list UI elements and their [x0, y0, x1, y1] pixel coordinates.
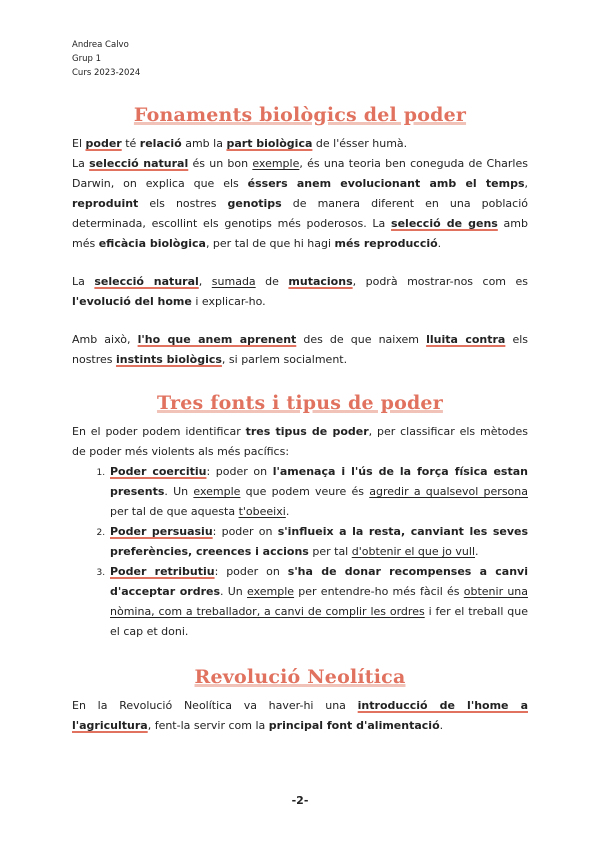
document-header — [72, 38, 140, 80]
list-item-poder-coercitiu: 1. Poder coercitiu: poder on l'amenaça i l'ús de la força física estan presents. Un exemple que podem veure és agredir a qualsevol persona per tal de que aquesta t'obeeixi. — [108, 462, 528, 522]
section-title-fonaments: Fonaments biològics del poder — [133, 104, 467, 126]
paragraph-tipus-poder-intro: En el poder podem identificar tres tipus de poder, per classificar els mètodes de poder més violents als més pacífics: — [72, 425, 528, 458]
paragraph-poder-intro: El poder té relació amb la part biològica de l'ésser humà. — [72, 137, 408, 150]
paragraph-revolucio-neolitica: En la Revolució Neolítica va haver-hi una introducció de l'home a l'agricultura, fent-la servir com la principal font d'alimentació. — [72, 699, 528, 732]
list-item-poder-retributiu: 3. Poder retributiu: poder on s'ha de donar recompenses a canvi d'acceptar ordres. Un exemple per entendre-ho més fàcil és obtenir una nòmina, com a treballador, a canvi de complir les ordres i fer el treball que el cap et doni. — [108, 562, 528, 642]
section-title-tres-fonts: Tres fonts i tipus de poder — [157, 392, 443, 414]
power-types-list — [72, 462, 528, 642]
paragraph-instints: Amb això, l'ho que anem aprenent des de que naixem lluita contra els nostres instints biològics, si parlem socialment. — [72, 333, 528, 366]
paragraph-seleccio-natural: La selecció natural és un bon exemple, és una teoria ben coneguda de Charles Darwin, on explica que els éssers anem evolucionant amb el temps, reproduint els nostres genotips de manera diferent en una població determinada, escollint els genotips més poderosos. La selecció de gens amb més eficàcia biològica, per tal de que hi hagi més reproducció. — [72, 157, 529, 250]
document-body — [72, 100, 528, 736]
course-label: Curs 2023-2024 — [72, 68, 141, 78]
paragraph-mutacions: La selecció natural, sumada de mutacions, podrà mostrar-nos com es l'evolució del home i explicar-ho. — [72, 275, 529, 308]
list-item-poder-persuasiu: 2. Poder persuasiu: poder on s'influeix a la resta, canviant les seves preferències, creences i accions per tal d'obtenir el que jo vull. — [108, 522, 528, 562]
section-title-revolucio-neolitica: Revolució Neolítica — [194, 666, 406, 688]
page-number: -2- — [291, 794, 309, 807]
group-label: Grup 1 — [72, 54, 101, 64]
author-name: Andrea Calvo — [72, 40, 129, 50]
